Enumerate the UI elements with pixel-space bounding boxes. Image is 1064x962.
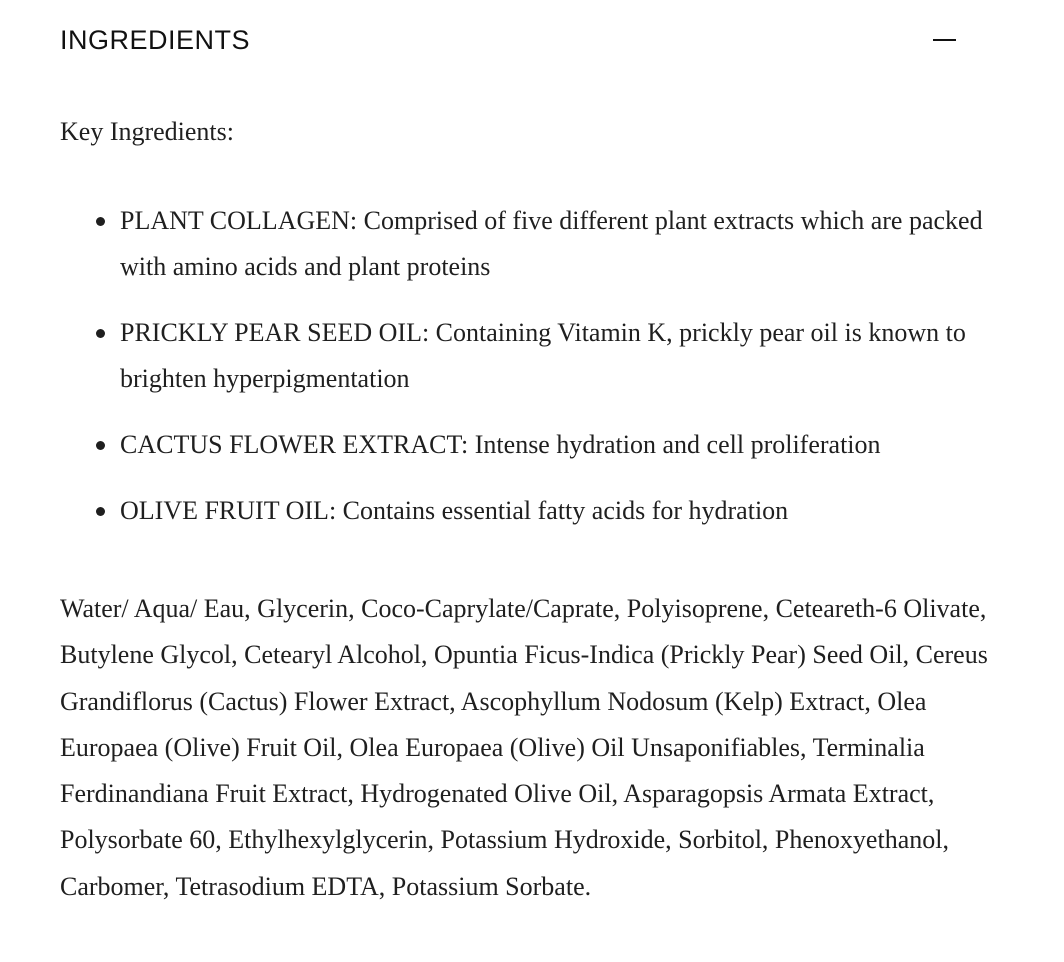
ingredient-text: PRICKLY PEAR SEED OIL: Containing Vitamin K, prickly pear oil is known to brighten hyperpigmentation (120, 318, 966, 393)
list-item (60, 422, 995, 468)
bullet-icon (96, 507, 105, 516)
accordion-title: INGREDIENTS (60, 24, 251, 55)
bullet-icon (96, 441, 105, 450)
list-item (60, 198, 995, 290)
ingredient-text: CACTUS FLOWER EXTRACT: Intense hydration and cell proliferation (120, 430, 881, 459)
bullet-icon (96, 329, 105, 338)
key-ingredients-heading: Key Ingredients: (60, 117, 235, 146)
ingredient-text: OLIVE FRUIT OIL: Contains essential fatty acids for hydration (120, 496, 789, 525)
bullet-icon (96, 217, 105, 226)
full-ingredients-list: Water/ Aqua/ Eau, Glycerin, Coco-Caprylate/Caprate, Polyisoprene, Ceteareth-6 Olivate, Butylene Glycol, Cetearyl Alcohol, Opuntia Ficus-Indica (Prickly Pear) Seed Oil, Cereus Grandiflorus (Cactus) Flower Extract, Ascophyllum Nodosum (Kelp) Extract, Olea Europaea (Olive) Fruit Oil, Olea Europaea (Olive) Oil Unsaponifiables, Terminalia Ferdinandiana Fruit Extract, Hydrogenated Olive Oil, Asparagopsis Armata Extract, Polysorbate 60, Ethylhexylglycerin, Potassium Hydroxide, Sorbitol, Phenoxyethanol, Carbomer, Tetrasodium EDTA, Potassium Sorbate. (60, 594, 988, 901)
ingredient-text: PLANT COLLAGEN: Comprised of five different plant extracts which are packed with amino acids and plant proteins (120, 206, 983, 281)
ingredients-panel (60, 108, 995, 910)
list-item (60, 488, 995, 534)
key-ingredients-list (60, 198, 995, 534)
minus-icon[interactable] (932, 28, 956, 52)
list-item (60, 310, 995, 402)
ingredients-accordion-header[interactable] (60, 18, 956, 62)
